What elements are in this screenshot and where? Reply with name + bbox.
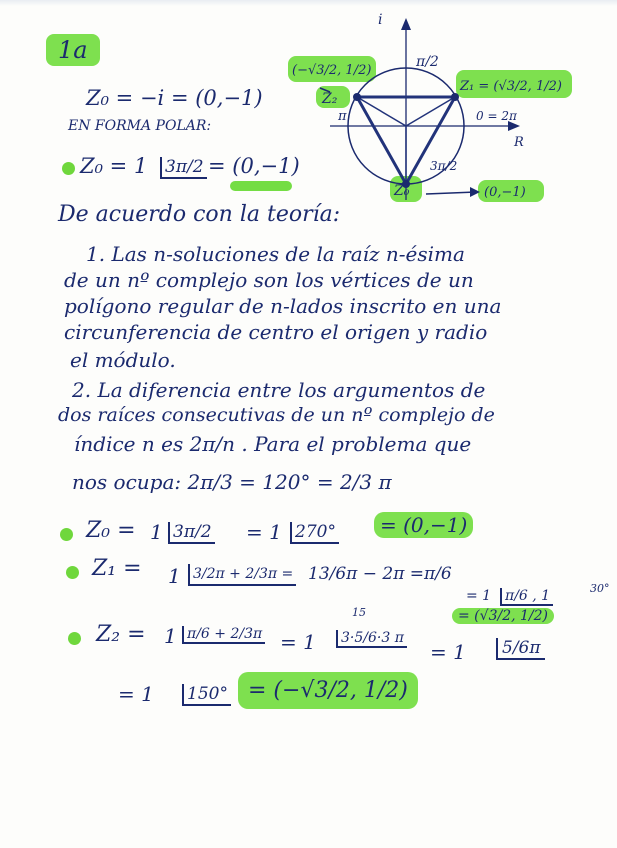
z2-eq-modulus: 1 xyxy=(164,624,177,648)
z2-eq-modulus-3: = 1 xyxy=(430,640,466,664)
axis-i-label: i xyxy=(378,12,383,28)
z2-result-value: = (−√3/2, 1/2) xyxy=(238,672,418,709)
z1-eq-angle: 3/2π + 2/3π = xyxy=(188,564,296,586)
theory-point-1-line-5: el módulo. xyxy=(70,348,176,372)
theory-point-1-line-4: circunferencia de centro el origen y radio xyxy=(64,320,488,344)
z0-arrow xyxy=(426,192,476,194)
angle-right-label: 0 = 2π xyxy=(476,109,517,123)
z0-coords-label: (0,−1) xyxy=(484,185,526,200)
z1-point xyxy=(451,93,459,101)
z0-eq-modulus-2: = 1 xyxy=(246,520,282,544)
z1-label: Z₁ = (√3/2, 1/2) xyxy=(460,79,562,94)
theory-point-1-line-3: polígono regular de n-lados inscrito en una xyxy=(64,294,502,318)
z2-eq-lhs: Z₂ = xyxy=(96,622,146,647)
z2-eq-modulus-2: = 1 xyxy=(280,630,316,654)
z2-label: Z₂ xyxy=(322,91,338,107)
bullet-dot xyxy=(62,162,75,175)
z0-eq-result: = (0,−1) xyxy=(374,512,473,538)
theory-point-2-line-4: nos ocupa: 2π/3 = 120° = 2/3 π xyxy=(72,470,392,494)
bullet-dot xyxy=(68,632,81,645)
z2-side-bottom: = (√3/2, 1/2) xyxy=(452,608,554,624)
polar-form-label: EN FORMA POLAR: xyxy=(68,118,212,134)
z2-result-angle: 150° xyxy=(182,684,231,706)
z2-side-top-angle: π/6 , 1 xyxy=(500,588,553,606)
z1-eq-mid: 13/6π − 2π = xyxy=(308,564,425,584)
z0-eq-angle: 3π/2 xyxy=(168,522,215,544)
z2-coords-label: (−√3/2, 1/2) xyxy=(292,63,372,78)
theory-point-2-line-1: 2. La diferencia entre los argumentos de xyxy=(72,378,486,402)
roots-diagram xyxy=(280,4,580,214)
z2-eq-angle-3: 5/6π xyxy=(496,638,545,660)
z0-polar-angle: 3π/2 xyxy=(160,157,207,179)
bullet-dot xyxy=(66,566,79,579)
z2-eq-angle-2: 3·5/6·3 π xyxy=(336,630,407,648)
z0-definition: Z₀ = −i = (0,−1) xyxy=(86,86,263,110)
problem-label: 1a xyxy=(46,34,100,66)
z2-side-top: = 1 xyxy=(466,588,492,604)
theory-point-2-line-2: dos raíces consecutivas de un nº complejo de xyxy=(58,404,495,426)
z1-eq-lhs: Z₁ = xyxy=(92,556,142,581)
z0-eq-angle-deg: 270° xyxy=(290,522,339,544)
z2-result-modulus: = 1 xyxy=(118,682,154,706)
z2-eq-angle: π/6 + 2/3π xyxy=(182,626,265,644)
z2-point xyxy=(353,93,361,101)
z0-label: Z₀ xyxy=(394,183,410,199)
theory-point-2-line-3: índice n es 2π/n . Para el problema que xyxy=(74,432,472,456)
z1-eq-result: π/6 xyxy=(424,564,452,584)
z0-polar-a: Z₀ = 1 xyxy=(80,154,148,178)
theory-point-1-line-2: de un nº complejo son los vértices de un xyxy=(64,268,474,292)
z0-polar-b: = (0,−1) xyxy=(208,154,300,178)
z0-eq-modulus: 1 xyxy=(150,520,163,544)
angle-left-label: π xyxy=(338,109,347,124)
z0-eq-lhs: Z₀ = xyxy=(86,518,136,543)
angle-top-label: π/2 xyxy=(416,54,439,70)
bullet-dot xyxy=(60,528,73,541)
z2-eq-over: 15 xyxy=(352,606,366,619)
z1-eq-modulus: 1 xyxy=(168,564,181,588)
axis-r-label: R xyxy=(514,135,524,150)
angle-bottom-label: 3π/2 xyxy=(430,159,458,173)
theory-point-1-line-1: 1. Las n-soluciones de la raíz n-ésima xyxy=(86,242,465,266)
theory-heading: De acuerdo con la teoría: xyxy=(58,202,341,227)
z2-side-top-deg: 30° xyxy=(590,582,610,595)
imaginary-axis-arrow xyxy=(401,18,411,30)
